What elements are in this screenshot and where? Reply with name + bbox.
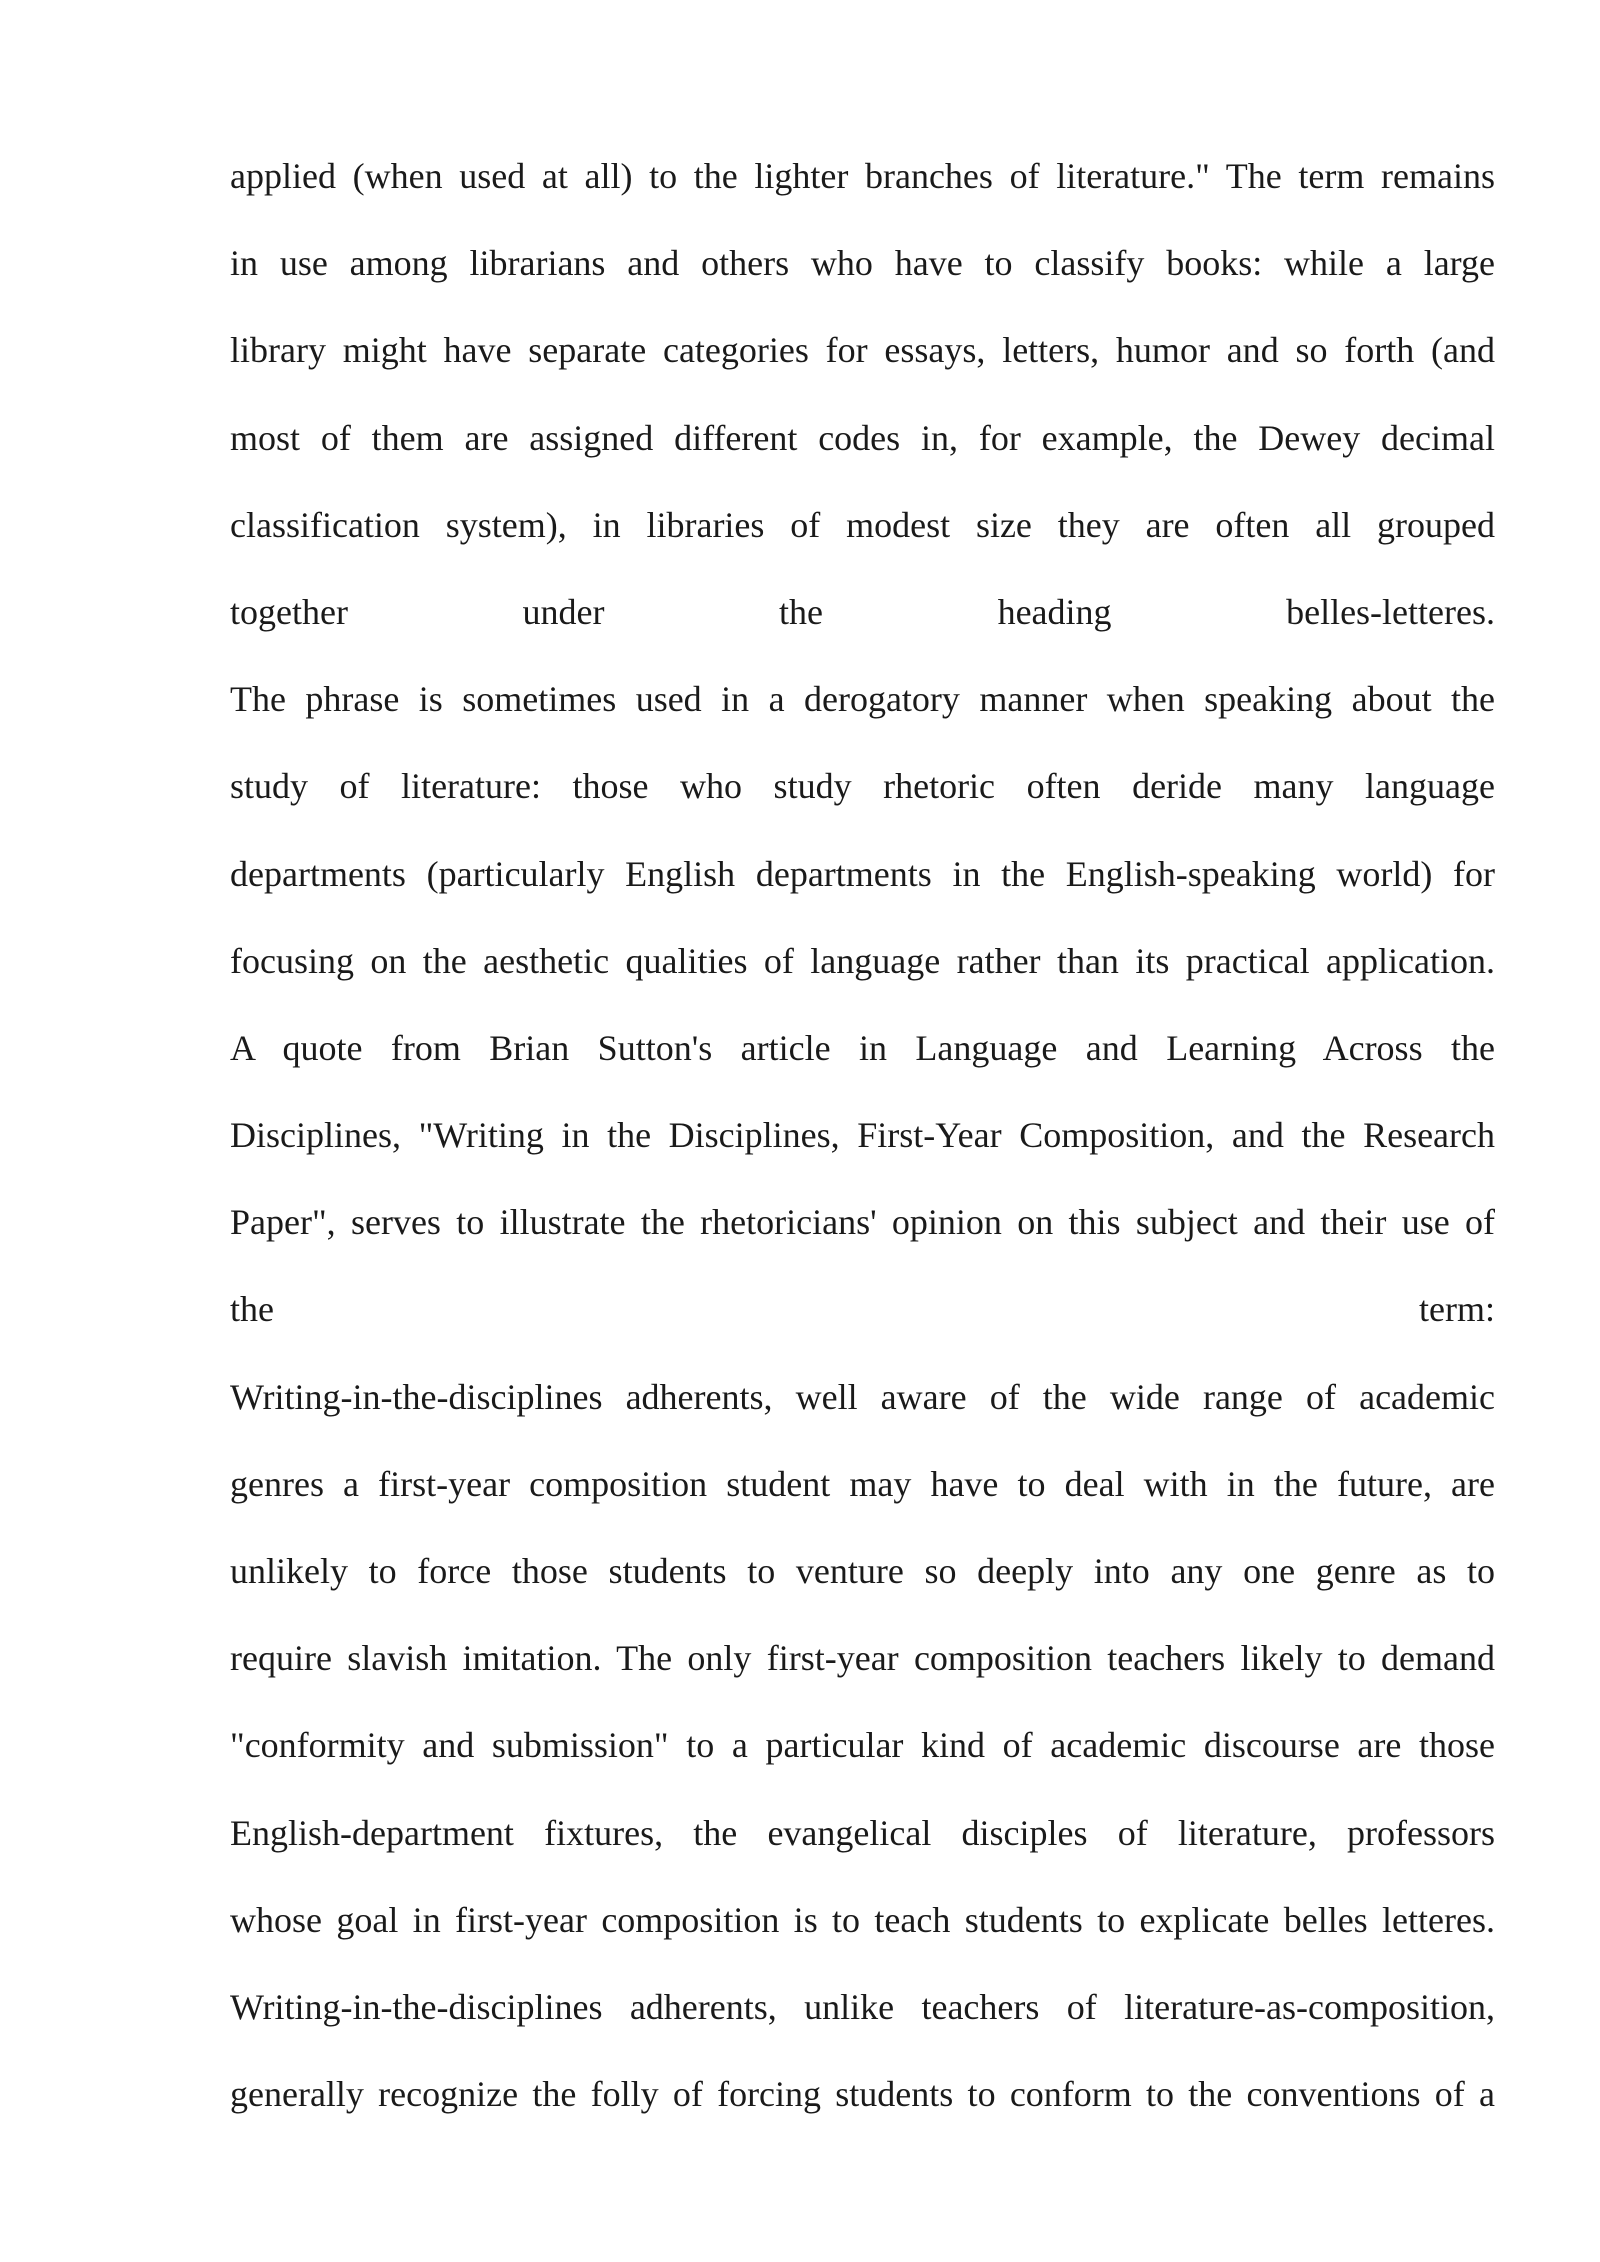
text-line: Writing-in-the-disciplines adherents, well aware of the wide range of academic xyxy=(230,1376,1495,1417)
body-text xyxy=(230,144,1495,2149)
text-line: generally recognize the folly of forcing students to conform to the conventions of a xyxy=(230,2074,1495,2115)
text-line: library might have separate categories for essays, letters, humor and so forth (and xyxy=(230,330,1495,371)
text-line: Writing-in-the-disciplines adherents, unlike teachers of literature-as-composition, xyxy=(230,1986,1495,2027)
text-line: most of them are assigned different codes in, for example, the Dewey decimal xyxy=(230,417,1495,458)
text-line: the term: xyxy=(230,1289,1495,1330)
text-line: classification system), in libraries of modest size they are often all grouped xyxy=(230,504,1495,545)
text-line: in use among librarians and others who have to classify books: while a large xyxy=(230,243,1495,284)
text-line: The phrase is sometimes used in a derogatory manner when speaking about the xyxy=(230,679,1495,720)
text-line: focusing on the aesthetic qualities of language rather than its practical application. xyxy=(230,940,1495,981)
text-line: unlikely to force those students to venture so deeply into any one genre as to xyxy=(230,1551,1495,1591)
text-line: A quote from Brian Sutton's article in Language and Learning Across the xyxy=(230,1027,1495,1068)
text-line: genres a first-year composition student may have to deal with in the future, are xyxy=(230,1463,1495,1504)
text-line: applied (when used at all) to the lighter branches of literature." The term remains xyxy=(230,156,1495,196)
text-line: departments (particularly English departments in the English-speaking world) for xyxy=(230,853,1495,894)
text-line: "conformity and submission" to a particular kind of academic discourse are those xyxy=(230,1725,1495,1766)
text-line: English-department fixtures, the evangelical disciples of literature, professors xyxy=(230,1812,1495,1853)
text-line: require slavish imitation. The only first-year composition teachers likely to demand xyxy=(230,1638,1495,1679)
text-line: Disciplines, "Writing in the Disciplines, First-Year Composition, and the Research xyxy=(230,1115,1495,1156)
text-line: together under the heading belles-letteres. xyxy=(230,591,1495,632)
text-line: study of literature: those who study rhetoric often deride many language xyxy=(230,766,1495,807)
text-line: whose goal in first-year composition is to teach students to explicate belles letteres. xyxy=(230,1899,1495,1940)
text-line: Paper", serves to illustrate the rhetoricians' opinion on this subject and their use of xyxy=(230,1202,1495,1243)
